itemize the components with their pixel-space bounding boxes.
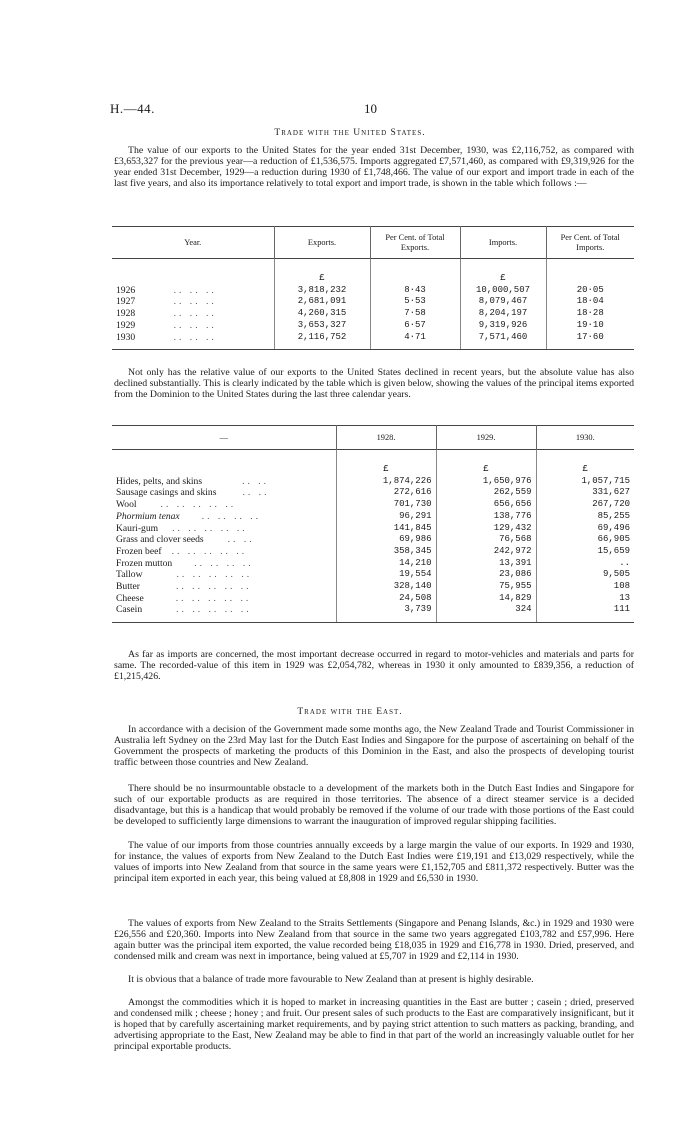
table-row: Casein .. .. .. .. .. 3,739 324 111 (112, 604, 634, 622)
table-row: Kauri-gum .. .. .. .. .. 141,845 129,432 69,496 (112, 523, 634, 535)
value-1928-cell: 14,210 (336, 558, 436, 570)
year-cell: 1929 (116, 319, 136, 331)
column-header-exports: Exports. (274, 227, 370, 259)
column-header-year: Year. (184, 237, 202, 247)
item-cell: Tallow (116, 569, 143, 581)
value-1929-cell: 14,829 (436, 593, 536, 605)
pct-exports-cell: 7·58 (370, 308, 460, 320)
pct-imports-cell: 20·05 (546, 285, 634, 297)
exports-cell: 3,653,327 (274, 320, 370, 332)
item-cell: Casein (116, 604, 143, 616)
item-cell: Kauri-gum (116, 522, 159, 534)
paragraph-east-markets: There should be no insurmountable obstacle to a development of the markets both in the Dutch East Indies and Singapore for such of our exportable products as are required in those territories. The absence of a direct steamer service is a decided disadvantage, but this is a handicap that would probably be removed if the volume of our trade with those portions of the East could be developed to sufficiently large dimensions to warrant the inauguration of improved regular shipping facilities. (114, 783, 634, 827)
value-1929-cell: 13,391 (436, 558, 536, 570)
table-row: 1926 .. .. .. 3,818,232 8·43 10,000,507 20·05 (112, 285, 634, 297)
value-1929-cell: 324 (436, 604, 536, 622)
column-header-1930: 1930. (536, 426, 634, 450)
value-1928-cell: 358,345 (336, 546, 436, 558)
us-principal-exports-table (112, 425, 634, 623)
paragraph-east-commodities: Amongst the commodities which it is hoped to market in increasing quantities in the East are butter ; casein ; dried, preserved and condensed milk ; cheese ; honey ; and fruit. Our present sales of such products to the East are comparatively insignificant, but it is hoped that by carefully ascertaining market requirements, and by paying strict attention to such matters as packing, branding, and advertising appropriate to the East, New Zealand may be able to find in that part of the world an increasingly valuable outlet for her principal exportable products. (114, 997, 634, 1052)
item-cell: Cheese (116, 592, 144, 604)
pct-imports-cell: 19·10 (546, 320, 634, 332)
value-1928-cell: 69,986 (336, 534, 436, 546)
value-1930-cell: 108 (536, 581, 634, 593)
exports-cell: 3,818,232 (274, 285, 370, 297)
year-cell: 1930 (116, 331, 136, 343)
pct-exports-cell: 8·43 (370, 285, 460, 297)
currency-symbol: £ (536, 464, 634, 476)
value-1928-cell: 96,291 (336, 511, 436, 523)
column-header-pct-imports: Per Cent. of Total Imports. (546, 227, 634, 259)
paragraph-east-balance: It is obvious that a balance of trade more favourable to New Zealand than at present is highly desirable. (128, 974, 534, 985)
value-1930-cell: 1,057,715 (536, 476, 634, 488)
table-row: Hides, pelts, and skins .. .. 1,874,226 1,650,976 1,057,715 (112, 476, 634, 488)
imports-cell: 9,319,926 (460, 320, 546, 332)
exports-cell: 2,681,091 (274, 296, 370, 308)
currency-symbol: £ (336, 464, 436, 476)
pct-imports-cell: 17·60 (546, 332, 634, 350)
year-cell: 1927 (116, 296, 136, 308)
column-header-1929: 1929. (436, 426, 536, 450)
value-1930-cell: 69,496 (536, 523, 634, 535)
item-cell: Phormium tenax (116, 510, 180, 522)
value-1929-cell: 76,568 (436, 534, 536, 546)
value-1928-cell: 3,739 (336, 604, 436, 622)
value-1930-cell: 13 (536, 593, 634, 605)
exports-cell: 2,116,752 (274, 332, 370, 350)
value-1928-cell: 19,554 (336, 569, 436, 581)
paragraph-east-dutch-indies: The value of our imports from those countries annually exceeds by a large margin the value of our exports. In 1929 and 1930, for instance, the values of exports from New Zealand to the Dutch East Indies were £19,191 and £13,029 respectively, while the values of imports into New Zealand from that source in the same years were £1,152,705 and £811,372 respectively. Butter was the principal item exported in each year, this being valued at £8,808 in 1929 and £6,530 in 1930. (114, 840, 634, 884)
column-header-item: — (219, 432, 228, 442)
table-row: Sausage casings and skins .. .. 272,616 262,559 331,627 (112, 487, 634, 499)
value-1930-cell: 331,627 (536, 487, 634, 499)
item-cell: Wool (116, 499, 137, 511)
item-cell: Hides, pelts, and skins (116, 475, 203, 487)
table-row: Cheese .. .. .. .. .. 24,508 14,829 13 (112, 593, 634, 605)
item-cell: Frozen beef (116, 545, 162, 557)
document-reference: H.—44. (110, 101, 155, 116)
item-cell: Sausage casings and skins (116, 487, 217, 499)
value-1929-cell: 242,972 (436, 546, 536, 558)
table-row: 1930 .. .. .. 2,116,752 4·71 7,571,460 17·60 (112, 332, 634, 350)
pct-exports-cell: 5·53 (370, 296, 460, 308)
value-1928-cell: 141,845 (336, 523, 436, 535)
paragraph-east-commissioner: In accordance with a decision of the Government made some months ago, the New Zealand Trade and Tourist Commissioner in Australia left Sydney on the 23rd May last for the Dutch East Indies and Singapore for the purpose of ascertaining on behalf of the Government the prospects of marketing the products of this Dominion in the East, and also the prospects of developing tourist traffic between those countries and New Zealand. (114, 724, 634, 768)
pct-exports-cell: 6·57 (370, 320, 460, 332)
column-header-imports: Imports. (460, 227, 546, 259)
value-1928-cell: 272,616 (336, 487, 436, 499)
table-row: Grass and clover seeds .. .. 69,986 76,568 66,905 (112, 534, 634, 546)
currency-symbol: £ (436, 464, 536, 476)
item-cell: Frozen mutton (116, 557, 173, 569)
value-1928-cell: 701,730 (336, 499, 436, 511)
value-1930-cell: .. (536, 558, 634, 570)
table-row: Phormium tenax .. .. .. .. 96,291 138,776 85,255 (112, 511, 634, 523)
value-1930-cell: 85,255 (536, 511, 634, 523)
section-title-east: Trade with the East. (297, 707, 403, 717)
value-1930-cell: 66,905 (536, 534, 634, 546)
value-1928-cell: 24,508 (336, 593, 436, 605)
paragraph-east-straits: The values of exports from New Zealand to the Straits Settlements (Singapore and Penang Islands, &c.) in 1929 and 1930 were £26,556 and £20,360. Imports into New Zealand from that source in the same two years aggregated £103,782 and £57,996. Here again butter was the principal item exported, the value recorded being £18,035 in 1929 and £16,778 in 1930. Dried, preserved, and condensed milk and cream was next in importance, being valued at £5,707 in 1929 and £2,114 in 1930. (114, 918, 634, 962)
value-1929-cell: 23,086 (436, 569, 536, 581)
year-cell: 1928 (116, 308, 136, 320)
value-1929-cell: 75,955 (436, 581, 536, 593)
value-1930-cell: 267,720 (536, 499, 634, 511)
value-1929-cell: 262,559 (436, 487, 536, 499)
paragraph-us-imports: As far as imports are concerned, the most important decrease occurred in regard to motor-vehicles and materials and parts for same. The recorded-value of this item in 1929 was £2,054,782, whereas in 1930 it only amounted to £839,356, a reduction of £1,215,426. (114, 649, 634, 682)
exports-cell: 4,260,315 (274, 308, 370, 320)
table-row: Frozen beef .. .. .. .. .. 358,345 242,972 15,659 (112, 546, 634, 558)
table-row: 1929 .. .. .. 3,653,327 6·57 9,319,926 19·10 (112, 320, 634, 332)
paragraph-us-decline: Not only has the relative value of our exports to the United States declined in recent years, but the absolute value has also declined substantially. This is clearly indicated by the table which is given below, showing the values of the principal items exported from the Dominion to the United States during the last three calendar years. (114, 367, 634, 400)
table-row: 1928 .. .. .. 4,260,315 7·58 8,204,197 18·28 (112, 308, 634, 320)
currency-symbol: £ (460, 273, 546, 285)
value-1930-cell: 9,505 (536, 569, 634, 581)
imports-cell: 10,000,507 (460, 285, 546, 297)
year-cell: 1926 (116, 284, 136, 296)
value-1930-cell: 111 (536, 604, 634, 622)
table-row: Wool .. .. .. .. .. 701,730 656,656 267,720 (112, 499, 634, 511)
column-header-pct-exports: Per Cent. of Total Exports. (370, 227, 460, 259)
currency-symbol: £ (274, 273, 370, 285)
us-trade-by-year-table (112, 226, 634, 350)
pct-imports-cell: 18·28 (546, 308, 634, 320)
value-1928-cell: 1,874,226 (336, 476, 436, 488)
value-1929-cell: 129,432 (436, 523, 536, 535)
imports-cell: 8,204,197 (460, 308, 546, 320)
table-row: Frozen mutton .. .. .. .. 14,210 13,391 .. (112, 558, 634, 570)
column-header-1928: 1928. (336, 426, 436, 450)
value-1929-cell: 656,656 (436, 499, 536, 511)
table-row: Butter .. .. .. .. .. 328,140 75,955 108 (112, 581, 634, 593)
item-cell: Grass and clover seeds (116, 534, 204, 546)
pct-imports-cell: 18·04 (546, 296, 634, 308)
page-number: 10 (364, 101, 377, 116)
item-cell: Butter (116, 581, 140, 593)
value-1929-cell: 138,776 (436, 511, 536, 523)
value-1928-cell: 328,140 (336, 581, 436, 593)
section-title-united-states: Trade with the United States. (274, 128, 426, 138)
pct-exports-cell: 4·71 (370, 332, 460, 350)
imports-cell: 7,571,460 (460, 332, 546, 350)
table-row: Tallow .. .. .. .. .. 19,554 23,086 9,505 (112, 569, 634, 581)
value-1929-cell: 1,650,976 (436, 476, 536, 488)
table-row: 1927 .. .. .. 2,681,091 5·53 8,079,467 18·04 (112, 296, 634, 308)
imports-cell: 8,079,467 (460, 296, 546, 308)
paragraph-us-intro: The value of our exports to the United States for the year ended 31st December, 1930, was £2,116,752, as compared with £3,653,327 for the previous year—a reduction of £1,536,575. Imports aggregated £7,571,460, as compared with £9,319,926 for the year ended 31st December, 1929—a reduction during 1930 of £1,748,466. The value of our export and import trade in each of the last five years, and also its importance relatively to total export and import trade, is shown in the table which follows :— (114, 145, 634, 189)
value-1930-cell: 15,659 (536, 546, 634, 558)
